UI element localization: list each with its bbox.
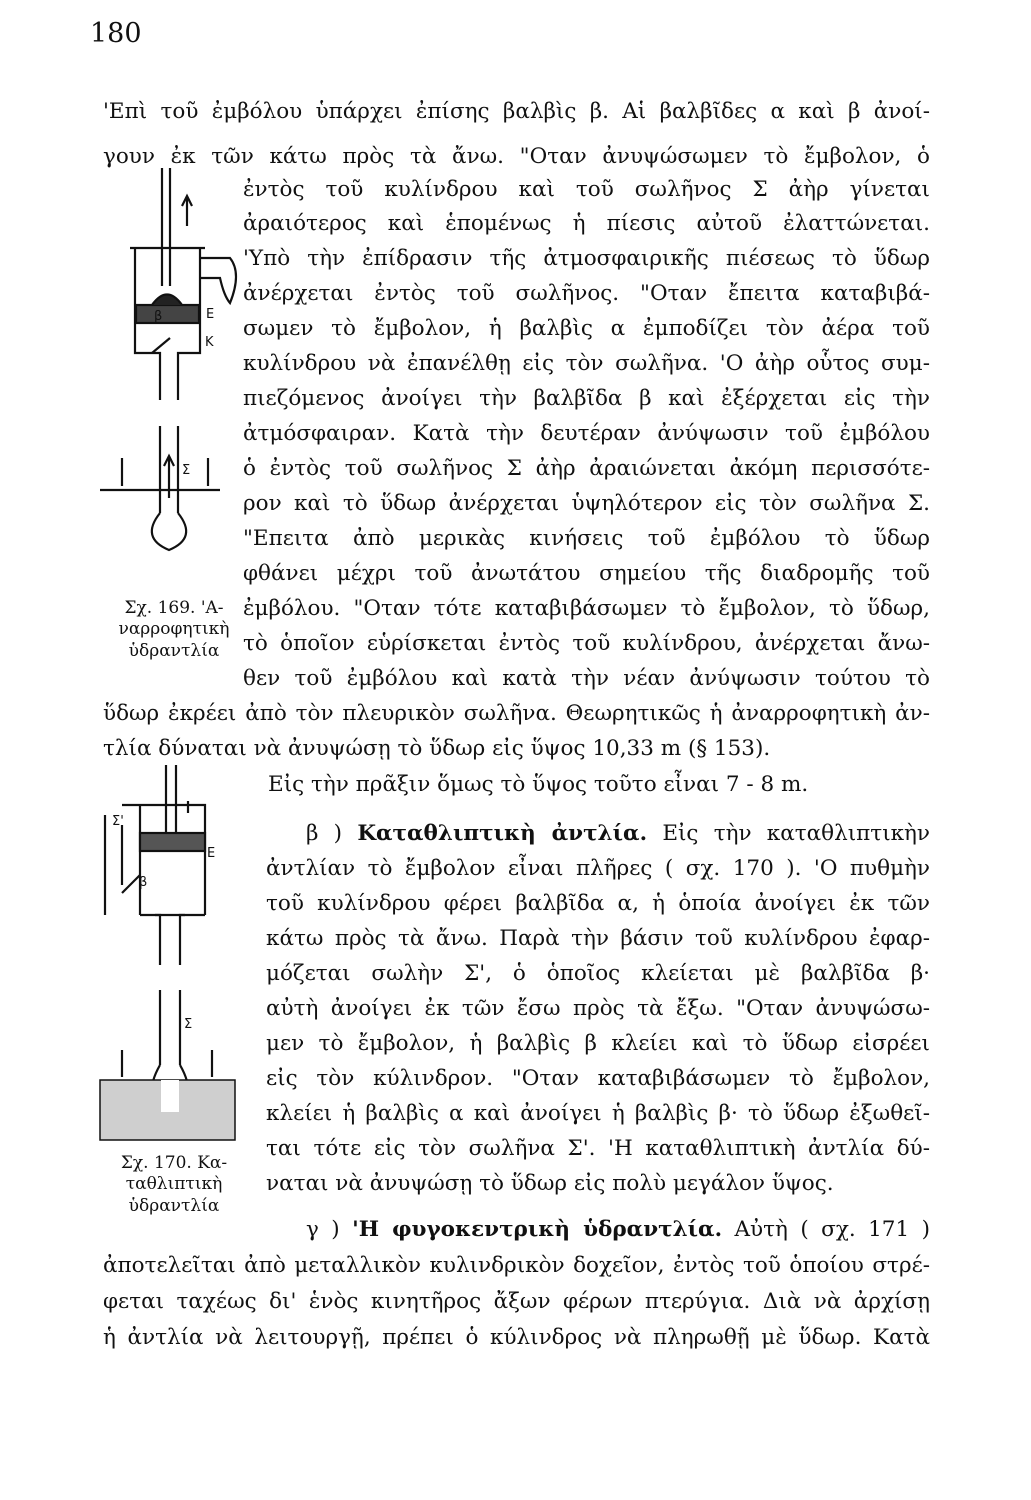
text-line: μόζεται σωλὴν Σ', ὁ ὁποῖος κλείεται μὲ βαλβῖδα β·	[266, 961, 930, 986]
section-heading-line	[258, 1219, 930, 1241]
text-line: ἡ ἀντλία νὰ λειτουργῇ, πρέπει ὁ κύλινδρος νὰ πληρωθῇ μὲ ὕδωρ. Κατὰ	[103, 1325, 930, 1350]
label-k: Κ	[205, 335, 214, 350]
caption-line: ὑδραντλία	[128, 640, 220, 661]
text-line: τλία δύναται νὰ ἀνυψώσῃ τὸ ὕδωρ εἰς ὕψος 10,33 m (§ 153).	[103, 736, 771, 761]
text-line: ται τότε εἰς τὸν σωλῆνα Σ'. 'Η καταθλιπτικὴ ἀντλία δύ-	[266, 1136, 930, 1161]
figure-170-force-pump	[100, 765, 245, 1155]
text-line: γουν ἐκ τῶν κάτω πρὸς τὰ ἄνω. "Οταν ἀνυψώσωμεν τὸ ἔμβολον, ὁ	[103, 144, 930, 169]
label-e: Ε	[207, 846, 216, 861]
text-line: 'Υπὸ τὴν ἐπίδρασιν τῆς ἀτμοσφαιρικῆς πιέσεως τὸ ὕδωρ	[243, 246, 930, 271]
text-line: μεν τὸ ἔμβολον, ἡ βαλβὶς β κλείει καὶ τὸ ὕδωρ εἰσρέει	[266, 1031, 930, 1056]
text-run: Εἰς τὴν καταθλιπτικὴν	[662, 821, 931, 846]
text-line: Εἰς τὴν πρᾶξιν ὅμως τὸ ὕψος τοῦτο εἶναι 7 - 8 m.	[268, 772, 809, 797]
figure-170-caption	[100, 1153, 248, 1217]
text-line: ἀντλίαν τὸ ἔμβολον εἶναι πλῆρες ( σχ. 170 ). 'Ο πυθμὴν	[266, 856, 930, 881]
page-number: 180	[90, 18, 142, 49]
text-line: "Επειτα ἀπὸ μερικὰς κινήσεις τοῦ ἐμβόλου τὸ ὕδωρ	[243, 526, 930, 551]
section-label: β )	[306, 821, 343, 846]
section-heading-line	[258, 823, 930, 845]
text-line: πιεζόμενος ἀνοίγει τὴν βαλβῖδα β καὶ ἐξέρχεται εἰς τὴν	[243, 386, 930, 411]
text-run: Αὐτὴ ( σχ. 171 )	[734, 1217, 930, 1242]
caption-line: ὑδραντλία	[128, 1195, 220, 1216]
label-s-prime: Σ'	[112, 814, 124, 829]
text-line: ἀνέρχεται ἐντὸς τοῦ σωλῆνος. "Οταν ἔπειτα καταβιβά-	[243, 281, 930, 306]
text-line: τοῦ κυλίνδρου φέρει βαλβῖδα α, ἡ ὁποία ἀνοίγει ἐκ τῶν	[266, 891, 930, 916]
caption-line: ταθλιπτικὴ	[125, 1174, 223, 1195]
section-title: 'Η φυγοκεντρικὴ ὑδραντλία.	[352, 1217, 723, 1242]
label-b: β	[139, 875, 148, 890]
text-line: κάτω πρὸς τὰ ἄνω. Παρὰ τὴν βάσιν τοῦ κυλίνδρου ἐφαρ-	[266, 926, 930, 951]
label-s: Σ	[182, 463, 191, 478]
text-line: κλείει ἡ βαλβὶς α καὶ ἀνοίγει ἡ βαλβὶς β· τὸ ὕδωρ ἐξωθεῖ-	[266, 1101, 930, 1126]
label-s: Σ	[184, 1017, 193, 1032]
section-title: Καταθλιπτικὴ ἀντλία.	[357, 821, 648, 846]
text-line: εἰς τὸν κύλινδρον. "Οταν καταβιβάσωμεν τὸ ἔμβολον,	[266, 1066, 930, 1091]
figure-169-suction-pump	[100, 168, 240, 588]
caption-line: Σχ. 169. 'Α-	[124, 598, 224, 618]
text-line: κυλίνδρου νὰ ἐπανέλθῃ εἰς τὸν σωλῆνα. 'Ο ἀὴρ οὗτος συμ-	[243, 351, 930, 376]
text-line: τὸ ὁποῖον εὑρίσκεται ἐντὸς τοῦ κυλίνδρου, ἀνέρχεται ἄνω-	[243, 631, 930, 656]
text-line: ἐντὸς τοῦ κυλίνδρου καὶ τοῦ σωλῆνος Σ ἀὴρ γίνεται	[243, 177, 930, 202]
text-line: ρον καὶ τὸ ὕδωρ ἀνέρχεται ὑψηλότερον εἰς τὸν σωλῆνα Σ.	[243, 491, 930, 516]
caption-line: ναρροφητικὴ	[118, 619, 230, 640]
text-line: σωμεν τὸ ἔμβολον, ἡ βαλβὶς α ἐμποδίζει τὸν ἀέρα τοῦ	[243, 316, 930, 341]
text-line: ἀτμόσφαιραν. Κατὰ τὴν δευτέραν ἀνύψωσιν τοῦ ἐμβόλου	[243, 421, 930, 446]
text-line: ἀποτελεῖται ἀπὸ μεταλλικὸν κυλινδρικὸν δοχεῖον, ἐντὸς τοῦ ὁποίου στρέ-	[103, 1253, 930, 1278]
text-line: ἀραιότερος καὶ ἑπομένως ἡ πίεσις αὐτοῦ ἐλαττώνεται.	[243, 211, 930, 236]
text-line: ναται νὰ ἀνυψώσῃ τὸ ὕδωρ εἰς πολὺ μεγάλον ὕψος.	[266, 1171, 834, 1196]
text-line: ἐμβόλου. "Οταν τότε καταβιβάσωμεν τὸ ἔμβολον, τὸ ὕδωρ,	[243, 596, 930, 621]
text-line: φθάνει μέχρι τοῦ ἀνωτάτου σημείου τῆς διαδρομῆς τοῦ	[243, 561, 930, 586]
label-e: Ε	[206, 307, 215, 322]
figure-169-caption	[100, 598, 248, 662]
text-line: 'Επὶ τοῦ ἐμβόλου ὑπάρχει ἐπίσης βαλβὶς β. Αἱ βαλβῖδες α καὶ β ἀνοί-	[103, 99, 930, 124]
label-b: β	[154, 309, 163, 324]
text-line: φεται ταχέως δι' ἑνὸς κινητῆρος ἄξων φέρων πτερύγια. Διὰ νὰ ἀρχίσῃ	[103, 1289, 930, 1314]
caption-line: Σχ. 170. Κα-	[120, 1153, 228, 1173]
text-line: ὁ ἐντὸς τοῦ σωλῆνος Σ ἀὴρ ἀραιώνεται ἀκόμη περισσότε-	[243, 456, 930, 481]
text-line: θεν τοῦ ἐμβόλου καὶ κατὰ τὴν νέαν ἀνύψωσιν τούτου τὸ	[243, 666, 930, 691]
text-line: αὐτὴ ἀνοίγει ἐκ τῶν ἔσω πρὸς τὰ ἔξω. "Οταν ἀνυψώσω-	[266, 996, 930, 1021]
section-label: γ )	[306, 1217, 340, 1242]
text-line: ὕδωρ ἐκρέει ἀπὸ τὸν πλευρικὸν σωλῆνα. Θεωρητικῶς ἡ ἀναρροφητικὴ ἀν-	[103, 701, 930, 726]
